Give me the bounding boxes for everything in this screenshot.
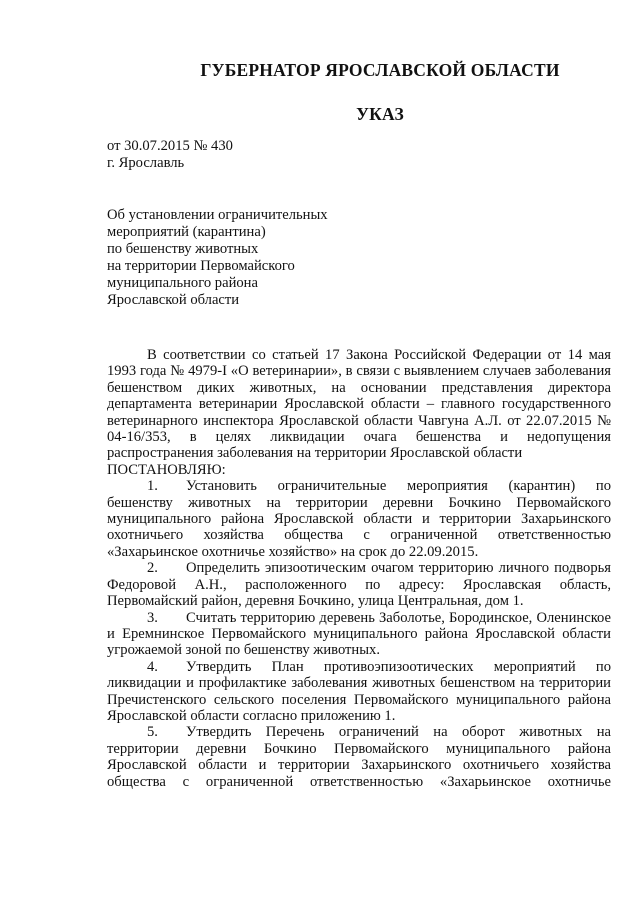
item-number: 1. bbox=[147, 478, 158, 495]
subject-line: мероприятий (карантина) bbox=[107, 224, 266, 240]
item-number: 2. bbox=[147, 560, 158, 577]
decree-item bbox=[107, 478, 611, 560]
item-number: 5. bbox=[147, 724, 158, 741]
decree-item bbox=[107, 610, 611, 659]
document-meta bbox=[107, 138, 233, 172]
date-number: от 30.07.2015 № 430 bbox=[107, 138, 233, 154]
document-body bbox=[107, 347, 611, 790]
decree-item bbox=[107, 724, 611, 790]
decree-item bbox=[107, 659, 611, 725]
document-subject bbox=[107, 207, 407, 309]
subject-line: Ярославской области bbox=[107, 292, 240, 308]
item-text: Утвердить Перечень ограничений на оборот животных на территории деревни Бочкино Первомайского муниципального района Ярославской области и территории Захарьинского охотничьего хозяйства общества с ограниченной ответственностью «Захарьинское охотничье bbox=[107, 724, 611, 790]
item-text: Установить ограничительные мероприятия (карантин) по бешенству животных на территории деревни Бочкино Первомайского муниципального района Ярославской области и территории Захарьинского охотничьего хозяйства общества с ограниченной ответственностью «Захарьинское охотничье хозяйство» на срок до 22.09.2015. bbox=[107, 478, 611, 560]
decree-item bbox=[107, 560, 611, 609]
subject-line: на территории Первомайского bbox=[107, 258, 295, 274]
decree-word: ПОСТАНОВЛЯЮ: bbox=[107, 461, 226, 478]
item-text: Определить эпизоотическим очагом территорию личного подворья Федоровой А.Н., расположенного по адресу: Ярославская область, Первомайский район, деревня Бочкино, улица Центральная, дом 1. bbox=[107, 560, 611, 610]
subject-line: Об установлении ограничительных bbox=[107, 207, 328, 223]
item-number: 4. bbox=[147, 658, 158, 675]
subject-line: муниципального района bbox=[107, 275, 258, 291]
document-type-heading: УКАЗ bbox=[356, 104, 404, 124]
subject-line: по бешенству животных bbox=[107, 241, 259, 257]
preamble-paragraph: В соответствии со статьей 17 Закона Российской Федерации от 14 мая 1993 года № 4979-I «О ветеринарии», в связи с выявлением случаев заболевания бешенством диких животных, на основании представления директора департамента ветеринарии Ярославской области – главного государственного ветеринарного инспектора Ярославской области Чавгуна А.Л. от 22.07.2015 № 04-16/353, в целях ликвидации очага бешенства и недопущения распространения заболевания на территории Ярославской области bbox=[107, 347, 611, 462]
item-number: 3. bbox=[147, 609, 158, 626]
city: г. Ярославль bbox=[107, 155, 185, 171]
authority-heading: ГУБЕРНАТОР ЯРОСЛАВСКОЙ ОБЛАСТИ bbox=[200, 60, 560, 80]
item-text: Утвердить План противоэпизоотических мероприятий по ликвидации и профилактике заболевания животных бешенством на территории Пречистенского сельского поселения Первомайского муниципального района Ярославской области согласно приложению 1. bbox=[107, 658, 611, 724]
item-text: Считать территорию деревень Заболотье, Бородинское, Оленинское и Еремнинское Первомайского муниципального района Ярославской области угрожаемой зоной по бешенству животных. bbox=[107, 609, 611, 659]
